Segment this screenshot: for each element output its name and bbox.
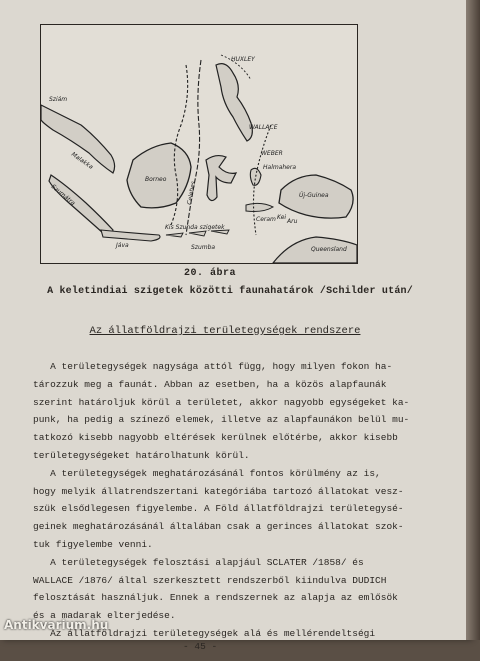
body-line: tatkozó kisebb nagyobb eltérések kerülnek előtérbe, akkor kisebb bbox=[33, 432, 398, 444]
label-celebes: Celebes bbox=[186, 180, 198, 206]
label-sumatra: Szumátra bbox=[49, 183, 77, 208]
body-line: geinek meghatározásánál általában csak a gerinces állatokat szok- bbox=[33, 521, 404, 533]
label-weber: WEBER bbox=[261, 150, 283, 157]
section-heading: Az állatföldrajzi területegységek rendszere bbox=[89, 325, 361, 337]
body-line: szük elsődlegesen figyelembe. A Föld állatföldrajzi területegysé- bbox=[33, 503, 404, 515]
label-java: Jáva bbox=[116, 242, 129, 249]
figure-caption: A keletindiai szigetek közötti faunahatárok /Schilder után/ bbox=[47, 286, 413, 297]
body-line: hogy melyik állatrendszertani kategóriába tartozó állatokat vesz- bbox=[33, 485, 404, 497]
body-line: területegységeket határolhatunk körül. bbox=[33, 449, 250, 461]
lesser-sunda-islands bbox=[166, 230, 229, 237]
body-line: A területegységek nagysága attól függ, hogy milyen fokon ha- bbox=[33, 361, 393, 372]
java-island bbox=[101, 230, 160, 241]
philippines-islands bbox=[216, 64, 252, 141]
label-uj-guinea: Új-Guinea bbox=[299, 192, 329, 199]
label-malakka: Malakka bbox=[69, 150, 95, 171]
map-drawing bbox=[41, 25, 357, 263]
label-kis-szundai: Kis Szunda szigetek bbox=[165, 224, 225, 231]
label-queensland: Queensland bbox=[311, 246, 347, 253]
ceram-island bbox=[246, 203, 273, 211]
watermark: Antikvarium.hu bbox=[4, 618, 109, 632]
body-line: WALLACE /1876/ által szerkesztett rendszerből kiindulva DUDICH bbox=[33, 574, 387, 586]
halmahera-island bbox=[250, 168, 261, 185]
label-borneo: Borneo bbox=[145, 176, 167, 183]
page-number: - 45 - bbox=[183, 640, 218, 652]
mainland-coast bbox=[41, 105, 115, 173]
label-kei: Kei bbox=[277, 214, 287, 221]
wallace-line bbox=[186, 60, 201, 235]
body-line: és a madarak elterjedése. bbox=[33, 610, 176, 622]
label-ceram: Ceram bbox=[256, 216, 276, 223]
body-line: Az állatföldrajzi területegységek alá és mellérendeltségi bbox=[33, 627, 376, 639]
body-line: szerint határoljuk körül a területet, akkor nagyobb egységeket ka- bbox=[33, 396, 410, 408]
label-huxley: HUXLEY bbox=[231, 56, 255, 63]
body-paragraphs bbox=[33, 358, 448, 661]
figure-number: 20. ábra bbox=[183, 268, 236, 279]
body-line: tározzuk meg a faunát. Abban az esetben, ha a közös alapfaunák bbox=[33, 378, 387, 390]
celebes-island bbox=[206, 156, 236, 201]
label-halmahera: Halmahera bbox=[263, 164, 297, 171]
label-siam: Sziám bbox=[49, 96, 68, 103]
page-edge-shadow bbox=[466, 0, 480, 640]
sumatra-island bbox=[49, 175, 113, 234]
label-aru: Aru bbox=[287, 218, 298, 225]
label-sumba: Szumba bbox=[191, 244, 216, 251]
body-line: felosztását használjuk. Ennek a rendszernek az alapja az emlősök bbox=[33, 592, 398, 604]
label-wallace: WALLACE bbox=[249, 124, 278, 131]
body-line: A területegységek meghatározásánál fontos körülmény az is, bbox=[33, 467, 381, 479]
body-line: A területegységek felosztási alapjául SCLATER /1858/ és bbox=[33, 556, 364, 568]
faunal-boundaries-map bbox=[40, 24, 358, 264]
body-line: punk, ha pedig a színező elemek, illetve az alapfaunákon belül mu- bbox=[33, 414, 410, 426]
body-line: tuk figyelembe venni. bbox=[33, 538, 153, 550]
